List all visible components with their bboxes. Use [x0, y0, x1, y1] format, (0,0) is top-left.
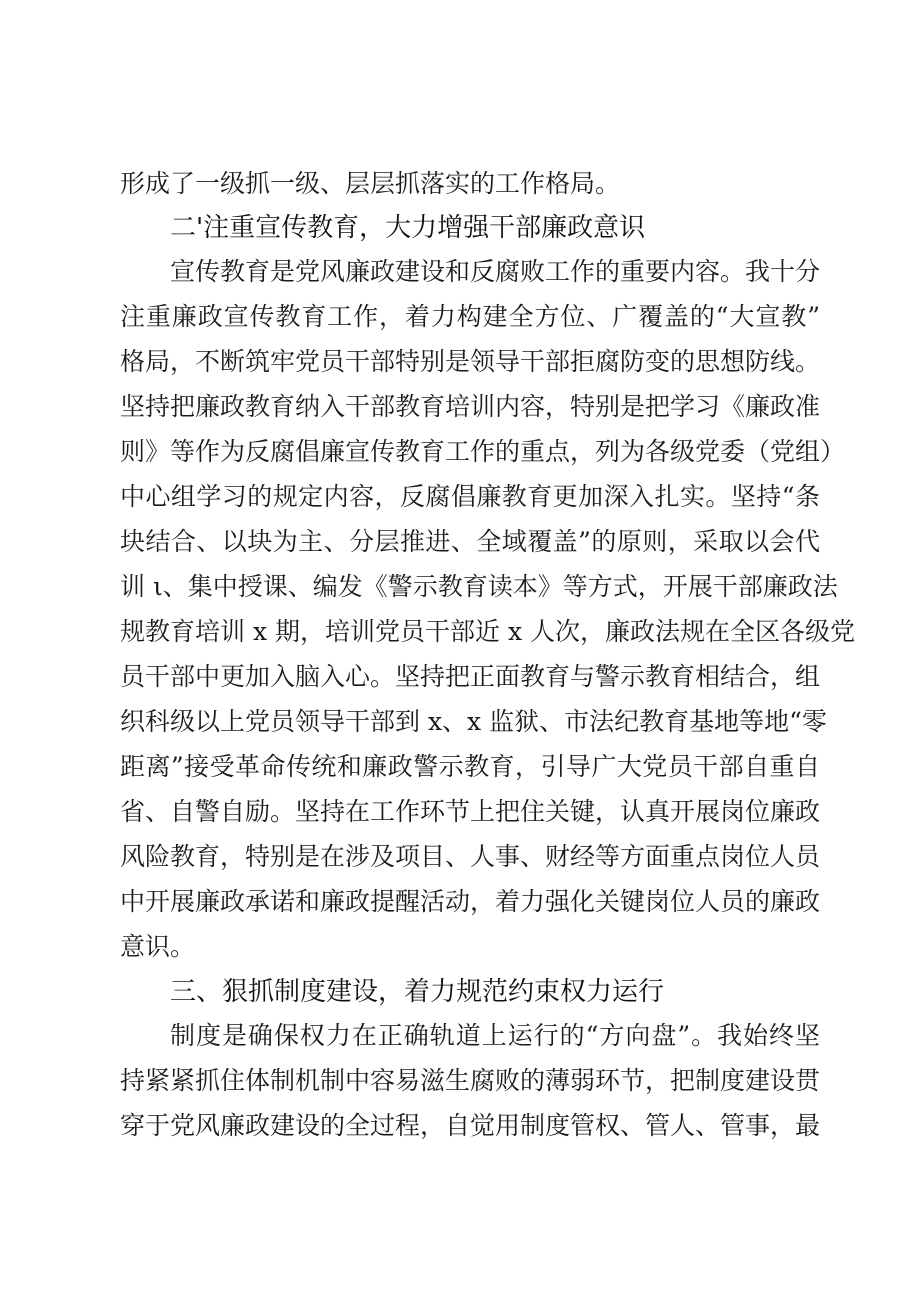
paragraph-line: 规教育培训 x 期，培训党员干部近 x 人次，廉政法规在全区各级党: [120, 617, 855, 646]
paragraph-line: 宣传教育是党风廉政建设和反腐败工作的重要内容。我十分: [170, 257, 821, 286]
paragraph-line: 坚持把廉政教育纳入干部教育培训内容，特别是把学习《廉政准: [120, 392, 821, 421]
paragraph-line: 训 ι、集中授课、编发《警示教育读本》等方式，开展干部廉政法: [120, 572, 838, 601]
paragraph-line: 持紧紧抓住体制机制中容易滋生腐败的薄弱环节，把制度建设贯: [120, 1066, 821, 1095]
section-heading-2: 二'注重宣传教育，大力增强干部廉政意识: [170, 213, 646, 243]
paragraph-line: 中开展廉政承诺和廉政提醒活动，着力强化关键岗位人员的廉政: [120, 887, 821, 916]
paragraph-line: 员干部中更加入脑入心。坚持把正面教育与警示教育相结合，组: [120, 662, 821, 691]
paragraph-line: 注重廉政宣传教育工作，着力构建全方位、广覆盖的“大宣教”: [120, 302, 820, 331]
paragraph-line: 织科级以上党员领导干部到 x、x 监狱、市法纪教育基地等地“零: [120, 707, 827, 736]
paragraph-line: 形成了一级抓一级、层层抓落实的工作格局。: [120, 169, 621, 198]
section-heading-3: 三、狠抓制度建设，着力规范约束权力运行: [170, 977, 665, 1007]
paragraph-line: 省、自警自励。坚持在工作环节上把住关键，认真开展岗位廉政: [120, 797, 821, 826]
paragraph-line: 穿于党风廉政建设的全过程，自觉用制度管权、管人、管事，最: [120, 1111, 821, 1140]
paragraph-line: 中心组学习的规定内容，反腐倡廉教育更加深入扎实。坚持“条: [120, 482, 820, 511]
paragraph-line: 意识。: [120, 932, 196, 961]
paragraph-line: 块结合、以块为主、分层推进、全域覆盖”的原则，采取以会代: [120, 527, 820, 556]
paragraph-line: 则》等作为反腐倡廉宣传教育工作的重点，列为各级党委（党组）: [120, 437, 846, 466]
paragraph-line: 制度是确保权力在正确轨道上运行的“方向盘”。我始终坚: [170, 1021, 820, 1050]
paragraph-line: 距离”接受革命传统和廉政警示教育，引导广大党员干部自重自: [120, 752, 820, 781]
paragraph-line: 格局，不断筑牢党员干部特别是领导干部拒腐防变的思想防线。: [120, 347, 821, 376]
paragraph-line: 风险教育，特别是在涉及项目、人事、财经等方面重点岗位人员: [120, 842, 821, 871]
